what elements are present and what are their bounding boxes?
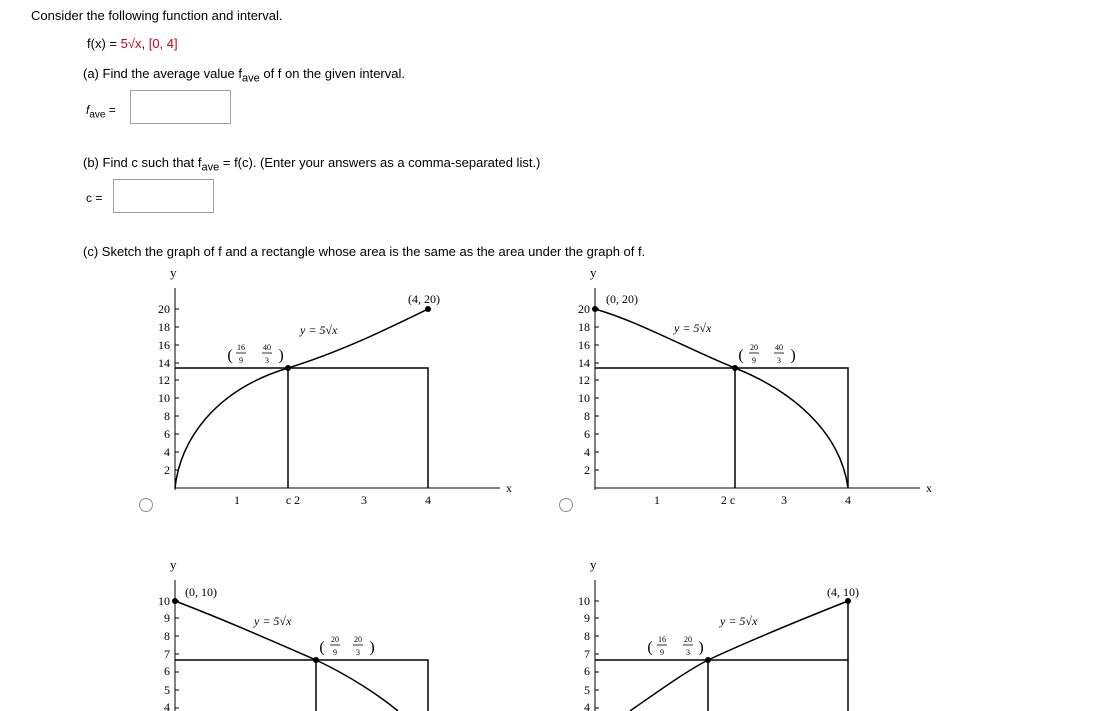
graph4-y-axis-label: y (590, 557, 597, 572)
graph1-ytick-2: 2 (164, 463, 170, 477)
svg-text:(: ( (738, 347, 744, 364)
graph3-ytick-8: 8 (164, 629, 170, 643)
graph2-ytick-12: 12 (578, 373, 590, 387)
graph4-ytick-6: 6 (584, 664, 590, 678)
graph4-c-point (705, 657, 711, 663)
graph2-ytick-4: 4 (584, 445, 590, 459)
graph4-point-label: (4, 10) (827, 585, 859, 599)
graph3-cx-den: 9 (333, 648, 337, 657)
graph2-ytick-16: 16 (578, 338, 590, 352)
graph2-xtick-4: 4 (845, 493, 851, 507)
svg-text:): ) (369, 639, 375, 656)
graph2-cy-den: 3 (777, 356, 781, 365)
fave-label-eq: = (105, 103, 116, 117)
graph1-ytick-4: 4 (164, 445, 170, 459)
part-b-sub: ave (201, 161, 220, 174)
graph1-xtick-4: 4 (425, 493, 431, 507)
graph2-ytick-20: 20 (578, 302, 590, 316)
graph2-y-axis-label: y (590, 265, 597, 280)
graph1-xtick-c2: c 2 (285, 493, 301, 507)
graph3-y-axis-label: y (170, 557, 177, 572)
function-rhs: 5√x (120, 36, 142, 51)
graph2-point-label: (0, 20) (606, 292, 638, 306)
graph2-xtick-1: 1 (654, 493, 660, 507)
fave-label-sub: ave (89, 109, 106, 121)
graph4-rectangle (595, 660, 848, 711)
svg-text:): ) (790, 347, 796, 364)
part-b-rest: = f(c). (Enter your answers as a comma-separated list.) (219, 155, 541, 170)
graph1-y-axis-label: y (170, 265, 177, 280)
graph4-ytick-9: 9 (584, 611, 590, 625)
graph1-cx-den: 9 (239, 356, 243, 365)
graph4-cy-den: 3 (686, 648, 690, 657)
svg-text:): ) (698, 639, 704, 656)
graph1-xtick-1: 1 (234, 493, 240, 507)
graph1-ytick-20: 20 (158, 302, 170, 316)
graph4-cy-num: 20 (684, 635, 692, 644)
graph3-cy-num: 20 (354, 635, 362, 644)
graph2-ytick-8: 8 (584, 409, 590, 423)
svg-text:(: ( (647, 639, 653, 656)
function-interval: [0, 4] (148, 36, 178, 51)
graph2-cx-num: 20 (750, 343, 758, 352)
graph1-xtick-3: 3 (361, 493, 367, 507)
graph2-cy-num: 40 (775, 343, 783, 352)
graph2-xtick-2c: 2 c (720, 493, 736, 507)
graph2-x-axis-label: x (926, 481, 932, 495)
graph4-ytick-4: 4 (584, 700, 590, 711)
graph3-ytick-6: 6 (164, 664, 170, 678)
svg-text:(: ( (227, 347, 233, 364)
graph3-ytick-4: 4 (164, 700, 170, 711)
graph2-xtick-3: 3 (781, 493, 787, 507)
graph1-ytick-18: 18 (158, 320, 170, 334)
graph4-curve-label: y = 5√x (720, 614, 758, 628)
graph2-curve-label: y = 5√x (674, 321, 712, 335)
c-label: c = (86, 191, 103, 205)
svg-text:(: ( (319, 639, 325, 656)
graph1-ytick-16: 16 (158, 338, 170, 352)
function-sep: , (141, 36, 149, 51)
graph1-point-label: (4, 20) (408, 292, 440, 306)
fave-label-f: f (86, 103, 90, 117)
graph3-cx-num: 20 (331, 635, 339, 644)
graph2-cx-den: 9 (752, 356, 756, 365)
graph1-ytick-6: 6 (164, 427, 170, 441)
graph2-ytick-6: 6 (584, 427, 590, 441)
graph4-ytick-5: 5 (584, 683, 590, 697)
graph4-cx-num: 16 (658, 635, 666, 644)
part-a-sub: ave (241, 72, 260, 85)
graph4-ytick-7: 7 (584, 647, 590, 661)
function-lhs: f(x) = (87, 36, 121, 51)
graph2-ytick-10: 10 (578, 391, 590, 405)
graph3-point-label: (0, 10) (185, 585, 217, 599)
graph1-cx-num: 16 (237, 343, 245, 352)
graph4-ytick-10: 10 (578, 594, 590, 608)
part-b-prompt-text: (b) Find c such that f (83, 155, 202, 170)
graph1-cy-num: 40 (263, 343, 271, 352)
graph1-x-axis-label: x (506, 481, 512, 495)
intro-text: Consider the following function and interval. (31, 8, 283, 23)
svg-text:): ) (278, 347, 284, 364)
graph2-ytick-2: 2 (584, 463, 590, 477)
graph1-ytick-14: 14 (158, 356, 170, 370)
graph3-cy-den: 3 (356, 648, 360, 657)
graph4-cx-den: 9 (660, 648, 664, 657)
graph4-ytick-8: 8 (584, 629, 590, 643)
part-a-prompt-text: (a) Find the average value f (83, 66, 242, 81)
graph1-ytick-8: 8 (164, 409, 170, 423)
graph1-curve-label: y = 5√x (300, 323, 338, 337)
graph4-c-coords (647, 635, 703, 657)
graph4-y-ticks (578, 594, 590, 711)
graph3-ytick-9: 9 (164, 611, 170, 625)
part-c-prompt: (c) Sketch the graph of f and a rectangle whose area is the same as the area under the graph of f. (83, 244, 646, 259)
graph2-ytick-14: 14 (578, 356, 590, 370)
graph1-ytick-12: 12 (158, 373, 170, 387)
graph1-ytick-10: 10 (158, 391, 170, 405)
part-a-rest: of f on the given interval. (259, 66, 405, 81)
graph3-curve-label: y = 5√x (254, 614, 292, 628)
graph3-ytick-10: 10 (158, 594, 170, 608)
graph3-ytick-7: 7 (164, 647, 170, 661)
graph3-ytick-5: 5 (164, 683, 170, 697)
graph2-ytick-18: 18 (578, 320, 590, 334)
graph1-cy-den: 3 (265, 356, 269, 365)
